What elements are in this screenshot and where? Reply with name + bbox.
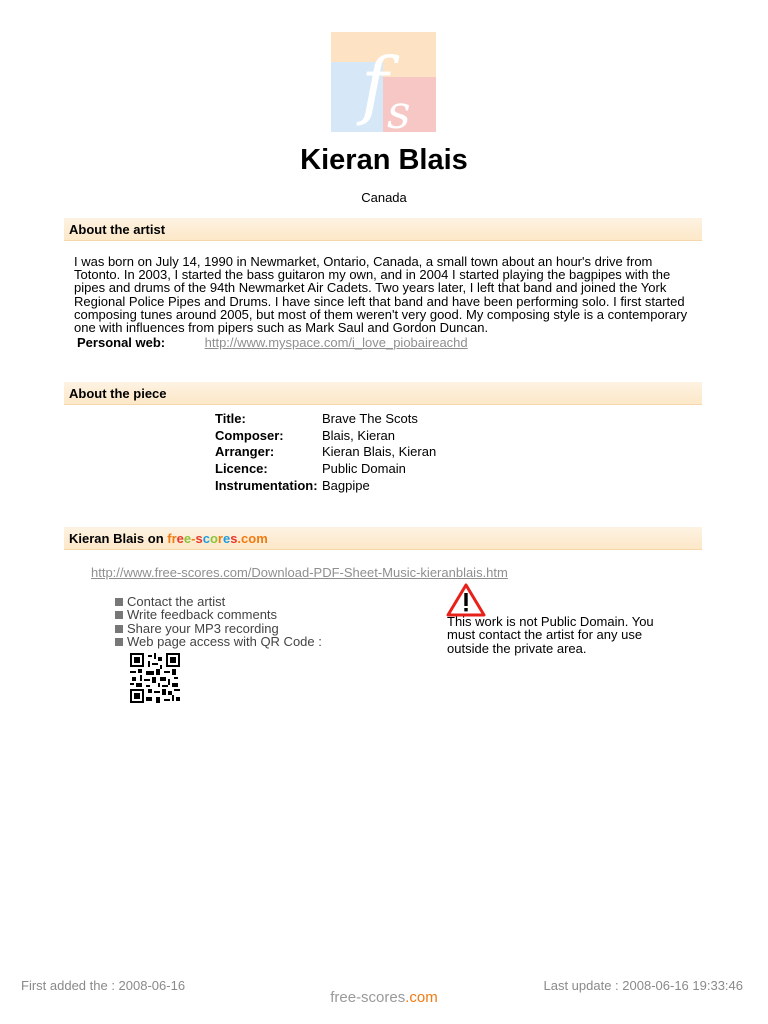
artist-bio: I was born on July 14, 1990 in Newmarket, Ontario, Canada, a small town about an hour's drive from Totonto. In 2003, I started the bass guitaron my own, and in 2004 I started playing the bagpipes with the pipes and drums of the 94th Newmarket Air Cadets. Two years later, I left that band and joined the York Regional Police Pipes and Drums. I have since left that band and have been performing solo. I first started composing tunes around 2005, but most of them weren't very good. My composing style is a contemporary one with influences from pipers such as Mark Saul and Gordon Duncan. [74, 254, 688, 336]
write-feedback-link[interactable] [115, 608, 322, 621]
footer-brand-main: free-scores [330, 989, 406, 1006]
qr-code-icon[interactable] [130, 653, 180, 703]
bullet-icon [115, 611, 123, 619]
share-mp3-link[interactable] [115, 622, 322, 635]
action-label: Contact the artist [127, 594, 226, 609]
piece-value: Kieran Blais, Kieran [322, 444, 437, 460]
piece-key: Licence: [215, 461, 268, 477]
piece-row-title [215, 411, 436, 428]
personal-web-label: Personal web: [77, 335, 166, 350]
personal-web-row [77, 336, 468, 350]
piece-key: Composer: [215, 427, 284, 443]
piece-details-table [215, 411, 436, 495]
copyright-warning: This work is not Public Domain. You must contact the artist for any use outside the private area. [447, 614, 654, 656]
warning-triangle-icon [446, 583, 486, 617]
first-added-date: First added the : 2008-06-16 [21, 978, 186, 993]
piece-row-instrumentation [215, 478, 436, 495]
piece-key: Instrumentation: [215, 477, 318, 493]
about-artist-heading: About the artist [69, 222, 166, 237]
site-name-colored: free-scores.com [167, 531, 268, 546]
svg-text:s: s [387, 85, 411, 132]
qr-access-label [115, 635, 322, 648]
artist-name: Kieran Blais [300, 144, 468, 176]
about-piece-header [64, 382, 702, 405]
score-page-link[interactable]: http://www.free-scores.com/Download-PDF-Sheet-Music-kieranblais.htm [91, 565, 508, 580]
action-label: Write feedback comments [127, 607, 278, 623]
piece-key: Title: [215, 411, 246, 426]
piece-key: Arranger: [215, 444, 275, 460]
footer-brand-suffix: .com [405, 989, 438, 1006]
bullet-icon [115, 638, 123, 646]
personal-web-link[interactable]: http://www.myspace.com/i_love_piobaireachd [204, 335, 468, 350]
action-label: Share your MP3 recording [127, 620, 279, 636]
piece-value: Bagpipe [322, 477, 370, 493]
free-scores-logo [331, 32, 436, 132]
about-piece-heading: About the piece [69, 386, 167, 401]
footer-brand [0, 989, 768, 1006]
action-list [115, 595, 322, 649]
piece-row-composer [215, 428, 436, 445]
artist-country: Canada [361, 190, 407, 205]
bullet-icon [115, 625, 123, 633]
piece-value: Brave The Scots [322, 411, 418, 426]
bullet-icon [115, 598, 123, 606]
on-site-header [64, 527, 702, 550]
svg-text:f: f [361, 42, 389, 128]
about-artist-header [64, 218, 702, 241]
on-site-heading-prefix: Kieran Blais on [69, 531, 168, 546]
action-label: Web page access with QR Code : [127, 634, 322, 650]
last-update-date: Last update : 2008-06-16 19:33:46 [543, 978, 743, 993]
contact-artist-link[interactable] [115, 595, 322, 608]
piece-value: Public Domain [322, 461, 406, 477]
piece-row-arranger [215, 444, 436, 461]
piece-row-licence [215, 461, 436, 478]
piece-value: Blais, Kieran [322, 427, 395, 443]
